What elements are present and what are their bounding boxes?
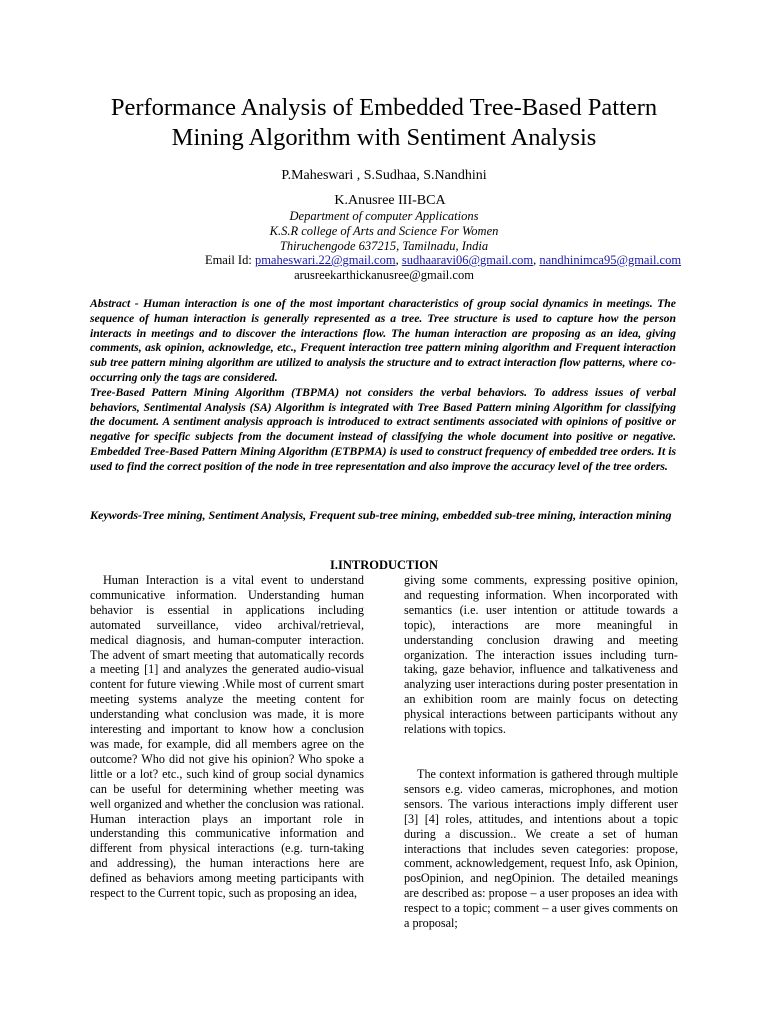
email-link-2[interactable]: sudhaaravi06@gmail.com	[401, 253, 534, 267]
keywords: Keywords-Tree mining, Sentiment Analysis, Frequent sub-tree mining, embedded sub-tree mining, interaction mining	[90, 508, 672, 522]
section-heading	[0, 558, 768, 573]
affiliation-location: Thiruchengode 637215, Tamilnadu, India	[279, 238, 489, 253]
right-column	[404, 573, 678, 931]
affiliation-block	[0, 209, 768, 253]
title-line-1: Performance Analysis of Embedded Tree-Based Pattern	[110, 94, 658, 121]
abstract-paragraph-1: Abstract - Human interaction is one of the most important characteristics of group social dynamics in meetings. The sequence of human interaction is generally represented as a tree. Tree structure is used to capture how the person interacts in meetings and to discover the interactions flow. The human interaction are proposing as an idea, giving comments, ask opinion, acknowledge, etc., Frequent interaction tree pattern mining algorithm and Frequent interaction sub tree pattern mining algorithm are utilized to analysis the structure and to extract interaction flow patterns, where co-occurring only the tags are considered.	[90, 297, 676, 384]
abstract-paragraph-2: Tree-Based Pattern Mining Algorithm (TBPMA) not considers the verbal behaviors. To address issues of verbal behaviors, Sentimental Analysis (SA) Algorithm is integrated with Tree Based Pattern mining Algorithm for classifying the document. A sentiment analysis approach is introduced to extract sentiments associated with opinions of positive or negative for specific subjects from the document instead of classifying the whole document into positive or negative. Embedded Tree-Based Pattern Mining Algorithm (ETBPMA) is used to construct frequency of embedded tree orders. It is used to find the correct position of the node in tree representation and also improve the accuracy level of the tree orders.	[90, 385, 676, 473]
paragraph-gap	[404, 737, 678, 767]
author-list: P.Maheswari , S.Sudhaa, S.Nandhini	[281, 168, 487, 183]
email-link-1[interactable]: pmaheswari.22@gmail.com	[254, 253, 396, 267]
affiliation-college: K.S.R college of Arts and Science For Women	[269, 223, 499, 238]
left-column-paragraph: Human Interaction is a vital event to understand communicative information. Understanding human behavior is essential in applications including automated surveillance, video archival/retrieval, medical diagnosis, and human-computer interaction. The advent of smart meeting that automatically records a meeting [1] and analyzes the generated audio-visual content for future viewing .While most of current smart meeting systems analyze the meeting content for understanding what conclusion was made, it is more interesting and important to know how a conclusion was made, for example, did all members agree on the outcome? Who did not give his opinion? Who spoke a little or a lot? etc., such kind of group social dynamics can be useful for determining whether meeting was well organized and whether the conclusion was rational. Human interaction plays an important role in understanding this communicative information and different from physical interactions (e.g. turn-taking and addressing), the human interactions here are defined as behaviors among meeting participants with respect to the Current topic, such as proposing an idea,	[90, 573, 364, 901]
title-line-2: Mining Algorithm with Sentiment Analysis	[171, 124, 597, 151]
left-column	[90, 573, 364, 901]
email-link-3[interactable]: nandhinimca95@gmail.com	[539, 253, 682, 267]
right-column-paragraph-2: The context information is gathered through multiple sensors e.g. video cameras, microphones, and motion sensors. The various interactions imply different user [3] [4] roles, attitudes, and intentions about a topic during a discussion.. We create a set of human interactions that includes seven categories: propose, comment, acknowledgement, request Info, ask Opinion, posOpinion, and negOpinion. The detailed meanings are described as: propose – a user proposes an idea with respect to a topic; comment – a user gives comments on a proposal;	[404, 766, 678, 931]
affiliation-department: Department of computer Applications	[289, 209, 479, 223]
section-heading-text: I.INTRODUCTION	[329, 558, 438, 572]
paper-title	[60, 93, 708, 153]
email-line	[0, 253, 768, 268]
abstract	[90, 297, 676, 475]
email-label: Email Id:	[204, 253, 255, 267]
email-extra: arusreekarthickanusree@gmail.com	[294, 268, 474, 282]
email-separator: ,	[533, 253, 540, 267]
email-separator: ,	[395, 253, 402, 267]
right-column-paragraph-1: giving some comments, expressing positive opinion, and requesting information. When incorporated with semantics (i.e. user intention or attitude towards a topic), interactions are more meaningful in understanding conclusion drawing and meeting organization. The interaction issues including turn-taking, gaze behavior, influence and talkativeness and analyzing user interactions during poster presentation in an exhibition room are mainly focus on detecting physical interactions between participants without any relations with topics.	[404, 573, 678, 737]
student-author: K.Anusree III-BCA	[334, 193, 446, 208]
